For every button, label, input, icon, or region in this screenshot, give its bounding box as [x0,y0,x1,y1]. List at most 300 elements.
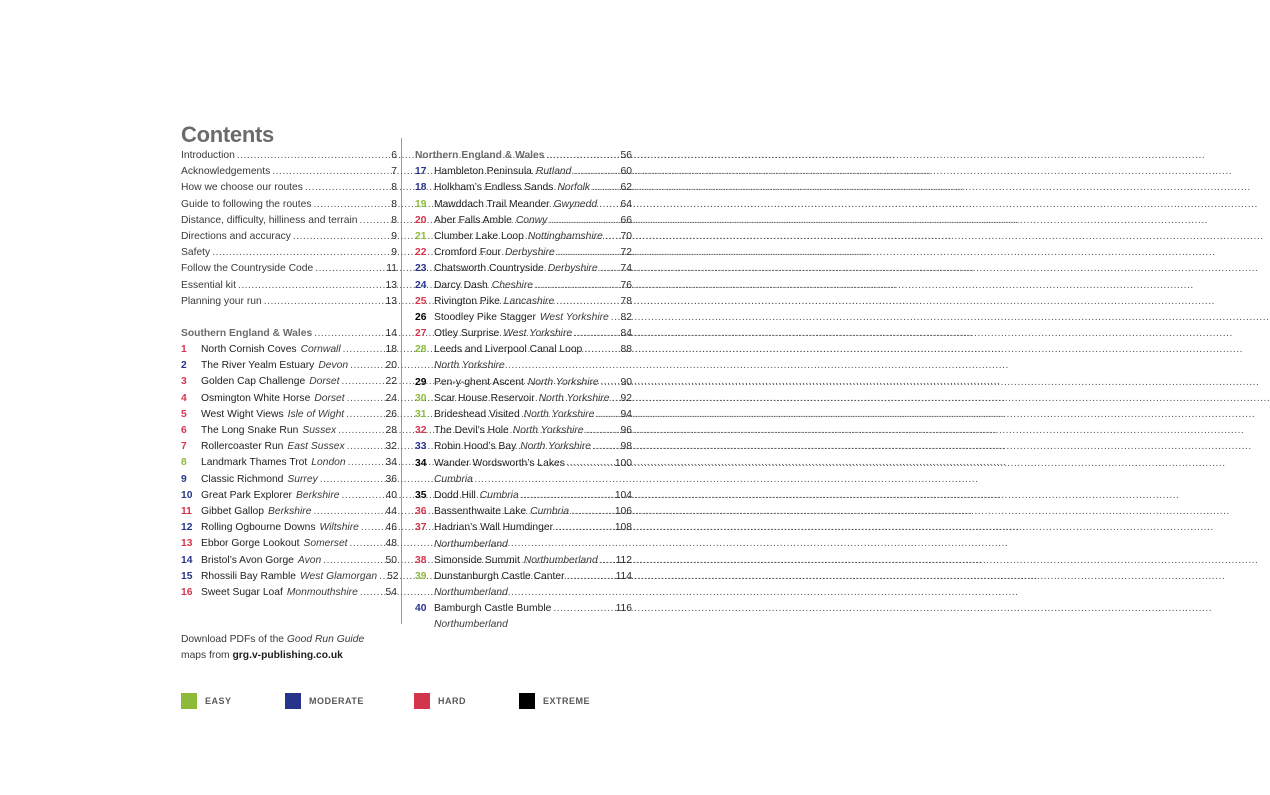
page-number: 8 [391,214,397,226]
page-number: 92 [620,392,632,404]
route-number: 32 [415,425,427,437]
page-number: 52 [387,570,399,582]
leader-dots [320,472,384,488]
route-entry[interactable] [181,569,397,585]
legend-item-hard [414,693,466,709]
page-number: 50 [385,554,397,566]
route-number: 37 [415,522,427,534]
page-number: 98 [620,441,632,453]
contents-entry[interactable] [181,213,397,229]
route-entry[interactable] [415,520,632,536]
route-entry[interactable] [415,439,632,455]
route-name: Otley Surprise [434,328,500,340]
route-name: Rolling Ogbourne Downs [201,522,316,534]
route-number: 17 [415,166,427,178]
legend-item-moderate [285,693,364,709]
route-entry[interactable] [181,472,397,488]
route-location: Rutland [535,166,572,178]
entry-label: Safety [181,247,211,259]
route-location: West Glamorgan [300,570,378,582]
route-name: Dodd Hill [434,489,476,501]
leader-dots [347,391,384,407]
leader-dots [574,326,618,342]
page-number: 72 [620,247,632,259]
page-number: 84 [620,328,632,340]
extreme-swatch [519,693,535,709]
route-entry[interactable] [415,342,632,358]
route-name: Wander Wordsworth’s Lakes [434,457,565,469]
route-name: Ebbor Gorge Lookout [201,538,300,550]
route-number: 7 [181,441,187,453]
spacer [181,310,397,326]
entry-label: Follow the Countryside Code [181,263,314,275]
download-note [181,632,364,664]
route-name: Holkham’s Endless Sands [434,182,554,194]
route-entry[interactable] [415,391,632,407]
moderate-swatch [285,693,301,709]
route-name: Golden Cap Challenge [201,376,306,388]
route-name: Leeds and Liverpool Canal Loop [434,344,583,356]
route-number: 31 [415,409,427,420]
route-number: 26 [415,311,427,323]
route-location: North Yorkshire [523,409,595,420]
leader-dots [600,553,614,569]
entry-label: Introduction [181,150,235,161]
route-entry[interactable] [415,504,632,520]
entry-label: Essential kit [181,279,236,291]
route-name: Rivington Pike [434,295,500,307]
route-number: 18 [415,182,427,194]
leader-dots [557,245,619,261]
contents-entry[interactable] [181,148,397,164]
page-number: 96 [620,425,632,437]
leader-dots [584,342,618,358]
page-number: 104 [614,489,632,501]
leader-dots [596,407,618,423]
route-name: Brideshead Visited [434,409,520,420]
route-location: Dorset [314,392,345,404]
download-prefix: Download PDFs of the [181,634,287,645]
page-number: 94 [620,409,632,420]
route-entry[interactable] [415,553,632,569]
page-number: 74 [620,263,632,275]
page-number: 44 [385,505,397,517]
route-name: Dunstanburgh Castle Canter [434,570,565,582]
page-number: 13 [385,279,397,291]
route-number: 38 [415,554,427,566]
route-number: 23 [415,263,427,275]
route-entry[interactable] [181,358,397,374]
route-name: Hadrian’s Wall Humdinger [434,522,554,534]
leader-dots [573,164,618,180]
leader-dots [599,197,618,213]
route-entry[interactable] [415,488,632,504]
route-location: Devon [318,360,349,372]
route-name: Osmington White Horse [201,392,311,404]
leader-dots [348,455,384,471]
route-name: Classic Richmond [201,473,284,485]
route-location: London [311,457,346,469]
page-number: 7 [391,166,397,178]
route-location: Northumberland [434,619,508,631]
route-location: Cheshire [491,279,534,291]
route-location: Northumberland [434,538,508,550]
route-name: Great Park Explorer [201,489,292,501]
route-location: Somerset [303,538,348,550]
route-number: 2 [181,360,187,372]
legend-label: HARD [438,696,466,706]
leader-dots [350,358,383,374]
route-entry[interactable] [415,326,632,342]
route-location: Berkshire [296,489,340,501]
page-number: 9 [391,230,397,242]
route-number: 14 [181,554,193,566]
page-number: 48 [385,538,397,550]
route-name: Bristol’s Avon Gorge [201,554,294,566]
leader-dots [315,261,384,277]
route-name: Simonside Summit [434,554,520,566]
page-number: 46 [385,522,397,534]
route-entry[interactable] [415,601,632,617]
leader-dots [350,536,384,552]
route-entry[interactable] [415,569,632,585]
route-name: Scar House Reservoir [434,392,535,404]
section-label: Southern England & Wales [181,327,313,339]
route-name: Cromford Four [434,247,501,259]
route-number: 10 [181,489,193,501]
route-entry[interactable] [415,197,632,213]
contents-entry[interactable] [181,229,397,245]
route-name: Gibbet Gallop [201,505,264,517]
contents-right-column [415,148,632,634]
leader-dots [305,180,389,196]
route-entry[interactable] [181,520,397,536]
leader-dots [379,569,385,585]
route-entry[interactable] [415,213,632,229]
legend-label: MODERATE [309,696,364,706]
route-number: 8 [181,457,187,469]
contents-left-column [181,148,397,601]
page-number: 88 [620,344,632,356]
leader-dots [611,310,619,326]
page-number: 18 [385,344,397,356]
route-name: Bassenthwaite Lake [434,506,527,518]
page-number: 60 [620,166,632,178]
page-number: 106 [614,506,632,518]
route-entry[interactable] [415,261,632,277]
contents-entry[interactable] [181,164,397,180]
route-location: Lancashire [503,295,555,307]
route-number: 15 [181,570,193,582]
leader-dots [264,294,384,310]
route-name: Aber Falls Amble [434,214,512,226]
route-name: Rollercoaster Run [201,441,284,453]
route-number: 25 [415,295,427,307]
legend-item-easy [181,693,232,709]
page-title: Contents [181,122,274,147]
contents-entry[interactable] [181,294,397,310]
leader-dots [323,553,383,569]
route-location: Norfolk [557,182,591,194]
route-number: 22 [415,247,427,259]
route-name: Landmark Thames Trot [201,457,308,469]
easy-swatch [181,693,197,709]
legend-label: EASY [205,696,232,706]
route-location: West Yorkshire [503,328,573,340]
route-entry[interactable] [181,536,397,552]
route-location: Cumbria [530,506,570,518]
page-number: 26 [385,408,397,420]
route-entry[interactable] [181,504,397,520]
route-location: Derbyshire [504,247,555,259]
route-entry[interactable] [181,455,397,471]
route-entry[interactable] [415,310,632,326]
leader-dots [361,520,384,536]
route-number: 21 [415,230,427,242]
route-location: North Yorkshire [527,376,599,388]
route-number: 29 [415,376,427,388]
route-entry[interactable] [415,278,632,294]
route-name: Bamburgh Castle Bumble [434,603,552,615]
contents-entry[interactable] [181,180,397,196]
leader-dots [556,294,618,310]
route-entry[interactable] [181,407,397,423]
page-number: 64 [620,198,632,210]
route-name: Pen-y-ghent Ascent [434,376,524,388]
leader-dots [314,197,390,213]
leader-dots [567,456,613,472]
route-location: Cumbria [479,489,519,501]
entry-label: Guide to following the routes [181,198,312,210]
route-location: Cumbria [434,473,473,485]
route-name: West Wight Views [201,408,284,420]
route-location: Northumberland [523,554,598,566]
route-number: 19 [415,198,427,210]
route-location: Northumberland [434,587,508,599]
leader-dots [605,229,619,245]
section-label: Northern England & Wales [415,150,545,161]
leader-dots [313,504,383,520]
route-entry[interactable] [181,423,397,439]
hard-swatch [414,693,430,709]
page-number: 6 [391,150,397,161]
route-location: North Yorkshire [538,392,610,404]
route-number: 33 [415,441,427,453]
entry-label: Acknowledgements [181,166,271,178]
route-entry[interactable] [181,585,397,601]
page-number: 54 [385,586,397,598]
leader-dots [314,326,383,342]
route-entry[interactable] [181,342,397,358]
page-number: 13 [385,295,397,307]
route-name: Darcy Dash [434,279,488,291]
leader-dots [238,278,384,294]
route-location: Derbyshire [547,263,598,275]
page-number: 8 [391,198,397,210]
download-line-2 [181,648,364,664]
page-number: 90 [620,376,632,388]
download-line-1 [181,632,364,648]
page-number: 36 [385,473,397,485]
entry-label: Distance, difficulty, hilliness and terrain [181,214,358,226]
route-number: 5 [181,408,187,420]
route-name: Sweet Sugar Loaf [201,586,283,598]
leader-dots [360,585,384,601]
page-number: 66 [620,214,632,226]
route-location: Conwy [515,214,548,226]
route-location: Avon [297,554,322,566]
route-location: Dorset [309,376,340,388]
page-number: 14 [385,327,397,339]
leader-dots [553,601,613,617]
page-number: 100 [614,457,632,469]
leader-dots [601,375,619,391]
section-heading[interactable] [181,326,397,342]
contents-entry[interactable] [181,197,397,213]
download-line2-text: maps from [181,650,233,661]
route-number: 28 [415,344,427,356]
leader-dots [567,569,614,585]
route-entry[interactable] [415,407,632,423]
leader-dots [586,423,619,439]
leader-dots [237,148,389,164]
page-number: 70 [620,230,632,242]
route-location: Sussex [302,425,337,436]
leader-dots [549,213,618,229]
route-name: Chatsworth Countryside [434,263,544,275]
page-number: 82 [620,311,632,323]
route-location: Surrey [287,473,318,485]
route-number: 27 [415,328,427,340]
route-number: 11 [181,505,192,517]
route-number: 3 [181,376,187,388]
page-number: 34 [385,457,397,469]
route-entry[interactable] [415,180,632,196]
page-number: 11 [386,263,397,275]
route-number: 24 [415,279,427,291]
leader-dots [342,374,384,390]
route-entry[interactable] [181,488,397,504]
route-name: The River Yealm Estuary [201,360,315,372]
route-location: West Yorkshire [539,311,609,323]
route-entry[interactable] [415,456,632,472]
route-number: 12 [181,522,193,534]
route-entry[interactable] [181,374,397,390]
page-number: 78 [620,295,632,307]
route-entry[interactable] [415,245,632,261]
route-number: 40 [415,603,427,615]
route-name: Clumber Lake Loop [434,230,524,242]
leader-dots [593,439,619,455]
route-number: 1 [181,344,187,356]
leader-dots [272,164,389,180]
leader-dots [547,148,619,164]
page-number: 76 [620,279,632,291]
contents-entry[interactable] [181,245,397,261]
route-name: North Cornish Coves [201,344,297,356]
legend-item-extreme [519,693,590,709]
route-name: Stoodley Pike Stagger [434,311,536,323]
page-number: 24 [385,392,397,404]
leader-dots [555,520,613,536]
section-heading[interactable] [415,148,632,164]
page-number: 114 [615,570,632,582]
leader-dots [592,180,618,196]
entry-label: Planning your run [181,295,262,307]
leader-dots [343,342,384,358]
guide-title: Good Run Guide [286,634,365,645]
leader-dots [612,391,619,407]
route-number: 20 [415,214,427,226]
route-entry[interactable] [415,423,632,439]
route-name: Rhossili Bay Ramble [201,570,296,582]
legend-label: EXTREME [543,696,591,706]
route-location: Monmouthshire [286,586,358,598]
page-number: 62 [620,182,632,194]
route-location: Berkshire [267,505,312,517]
route-location: Isle of Wight [287,408,345,420]
leader-dots [293,229,389,245]
leader-dots [521,488,613,504]
route-name: The Long Snake Run [201,425,299,436]
route-number: 4 [181,392,187,404]
leader-dots [212,245,389,261]
route-name: The Devil’s Hole [434,425,509,437]
route-location: Cornwall [300,344,341,356]
route-location: North Yorkshire [434,360,505,372]
leader-dots [571,504,613,520]
page-number: 32 [385,441,397,453]
route-entry[interactable] [415,294,632,310]
route-location: Gwynedd [553,198,598,210]
route-entry[interactable] [415,164,632,180]
route-name: Hambleton Peninsula [434,166,532,178]
leader-dots [600,261,619,277]
route-number: 34 [415,457,427,469]
route-number: 30 [415,392,427,404]
route-number: 9 [181,473,187,485]
route-entry[interactable] [181,439,397,455]
page-number: 56 [620,150,632,161]
contents-entry[interactable] [181,261,397,277]
leader-dots [535,278,619,294]
route-number: 39 [415,570,427,582]
page-number: 28 [385,425,397,436]
entry-label: Directions and accuracy [181,230,291,242]
route-location: Nottinghamshire [527,230,603,242]
page-number: 8 [391,182,397,194]
page-number: 40 [385,489,397,501]
leader-dots [346,407,383,423]
route-location: Wiltshire [319,522,359,534]
page-number: 20 [385,360,397,372]
route-entry[interactable] [181,391,397,407]
route-number: 16 [181,586,193,598]
download-url-link[interactable]: grg.v-publishing.co.uk [232,650,343,661]
route-entry[interactable] [415,229,632,245]
route-name: Robin Hood’s Bay [434,441,517,453]
leader-dots [359,213,389,229]
route-entry[interactable] [415,375,632,391]
contents-entry[interactable] [181,278,397,294]
page-number: 116 [615,603,632,615]
route-number: 35 [415,489,427,501]
route-number: 36 [415,506,427,518]
route-entry[interactable] [181,553,397,569]
route-name: Mawddach Trail Meander [434,198,550,210]
route-number: 6 [181,425,187,436]
route-location: North Yorkshire [520,441,592,453]
